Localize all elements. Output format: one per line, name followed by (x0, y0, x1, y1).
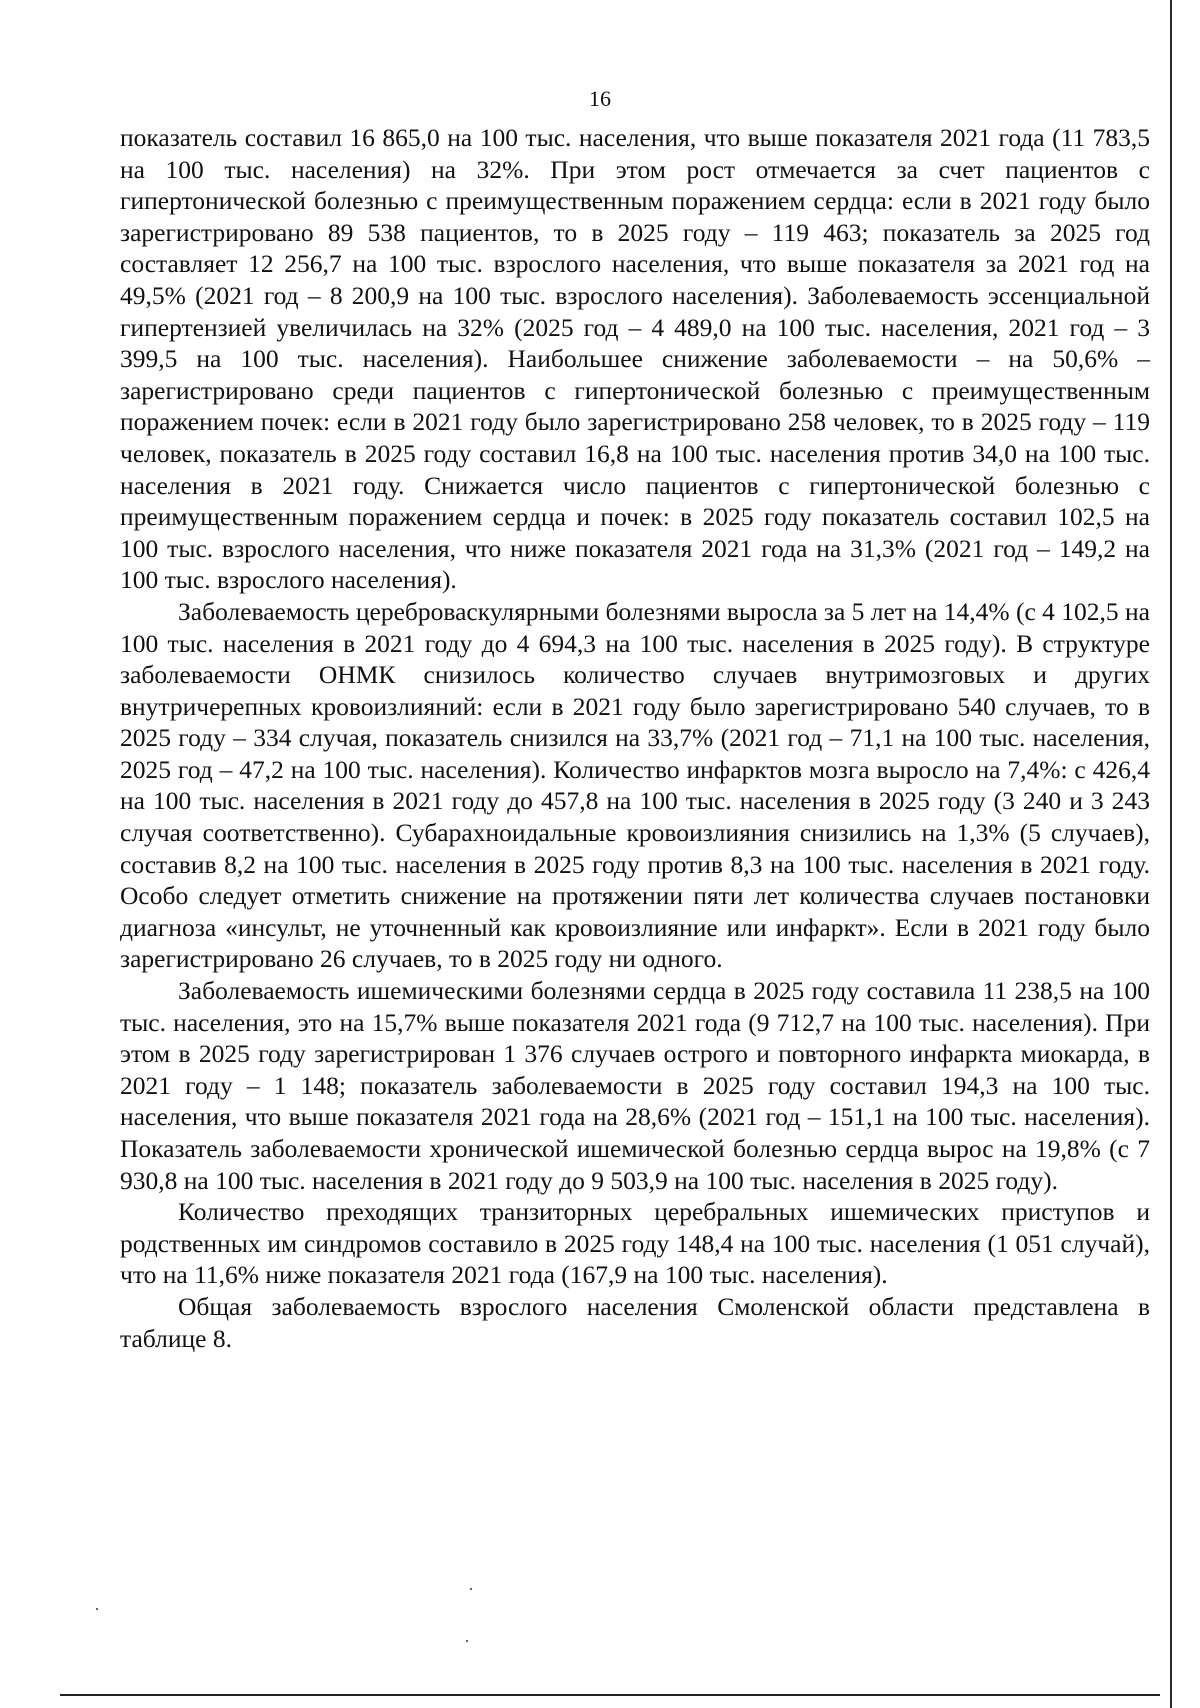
paragraph-cerebrovascular: Заболеваемость цереброваскулярными болезнями выросла за 5 лет на 14,4% (с 4 102,5 на 100 тыс. населения в 2021 году до 4 694,3 на 100 тыс. населения в 2025 году). В структуре заболеваемости ОНМК снизилось количество случаев внутримозговых и других внутричерепных кровоизлияний: если в 2021 году было зарегистрировано 540 случаев, то в 2025 году – 334 случая, показатель снизился на 33,7% (2021 год – 71,1 на 100 тыс. населения, 2025 год – 47,2 на 100 тыс. населения). Количество инфарктов мозга выросло на 7,4%: с 426,4 на 100 тыс. населения в 2021 году до 457,8 на 100 тыс. населения в 2025 году (3 240 и 3 243 случая соответственно). Субарахноидальные кровоизлияния снизились на 1,3% (5 случаев), составив 8,2 на 100 тыс. населения в 2025 году против 8,3 на 100 тыс. населения в 2021 году. Особо следует отметить снижение на протяжении пяти лет количества случаев постановки диагноза «инсульт, не уточненный как кровоизлияние или инфаркт». Если в 2021 году было зарегистрировано 26 случаев, то в 2025 году ни одного. (120, 596, 1150, 974)
paragraph-ischemic-heart: Заболеваемость ишемическими болезнями сердца в 2025 году составила 11 238,5 на 100 тыс. населения, это на 15,7% выше показателя 2021 года (9 712,7 на 100 тыс. населения). При этом в 2025 году зарегистрирован 1 376 случаев острого и повторного инфаркта миокарда, в 2021 году – 1 148; показатель заболеваемости в 2025 году составил 194,3 на 100 тыс. населения, что выше показателя 2021 года на 28,6% (2021 год – 151,1 на 100 тыс. населения). Показатель заболеваемости хронической ишемической болезнью сердца вырос на 19,8% (с 7 930,8 на 100 тыс. населения в 2021 году до 9 503,9 на 100 тыс. населения в 2025 году). (120, 976, 1150, 1195)
paragraph-transient-ischemic: Количество преходящих транзиторных церебральных ишемических приступов и родственных им синдромов составило в 2025 году 148,4 на 100 тыс. населения (1 051 случай), что на 11,6% ниже показателя 2021 года (167,9 на 100 тыс. населения). (120, 1197, 1150, 1290)
paragraph-table-reference: Общая заболеваемость взрослого населения Смоленской области представлена в таблице 8. (120, 1291, 1150, 1353)
paragraph-hypertension: показатель составил 16 865,0 на 100 тыс. населения, что выше показателя 2021 года (11 783,5 на 100 тыс. населения) на 32%. При этом рост отмечается за счет пациентов с гипертонической болезнью с преимущественным поражением сердца: если в 2021 году было зарегистрировано 89 538 пациентов, то в 2025 году – 119 463; показатель за 2025 год составляет 12 256,7 на 100 тыс. взрослого населения, что выше показателя за 2021 год на 49,5% (2021 год – 8 200,9 на 100 тыс. взрослого населения). Заболеваемость эссенциальной гипертензией увеличилась на 32% (2025 год – 4 489,0 на 100 тыс. населения, 2021 год – 3 399,5 на 100 тыс. населения). Наибольшее снижение заболеваемости – на 50,6% – зарегистрировано среди пациентов с гипертонической болезнью с преимущественным поражением почек: если в 2021 году было зарегистрировано 258 человек, то в 2025 году – 119 человек, показатель в 2025 году составил 16,8 на 100 тыс. населения против 34,0 на 100 тыс. населения в 2021 году. Снижается число пациентов с гипертонической болезнью с преимущественным поражением сердца и почек: в 2025 году показатель составил 102,5 на 100 тыс. взрослого населения, что ниже показателя 2021 года на 31,3% (2021 год – 149,2 на 100 тыс. взрослого населения). (120, 123, 1150, 595)
page-number: 16 (589, 86, 611, 111)
scan-edge-line (1170, 0, 1172, 1708)
document-body (120, 122, 1150, 1354)
scan-bottom-line (60, 1694, 1160, 1696)
